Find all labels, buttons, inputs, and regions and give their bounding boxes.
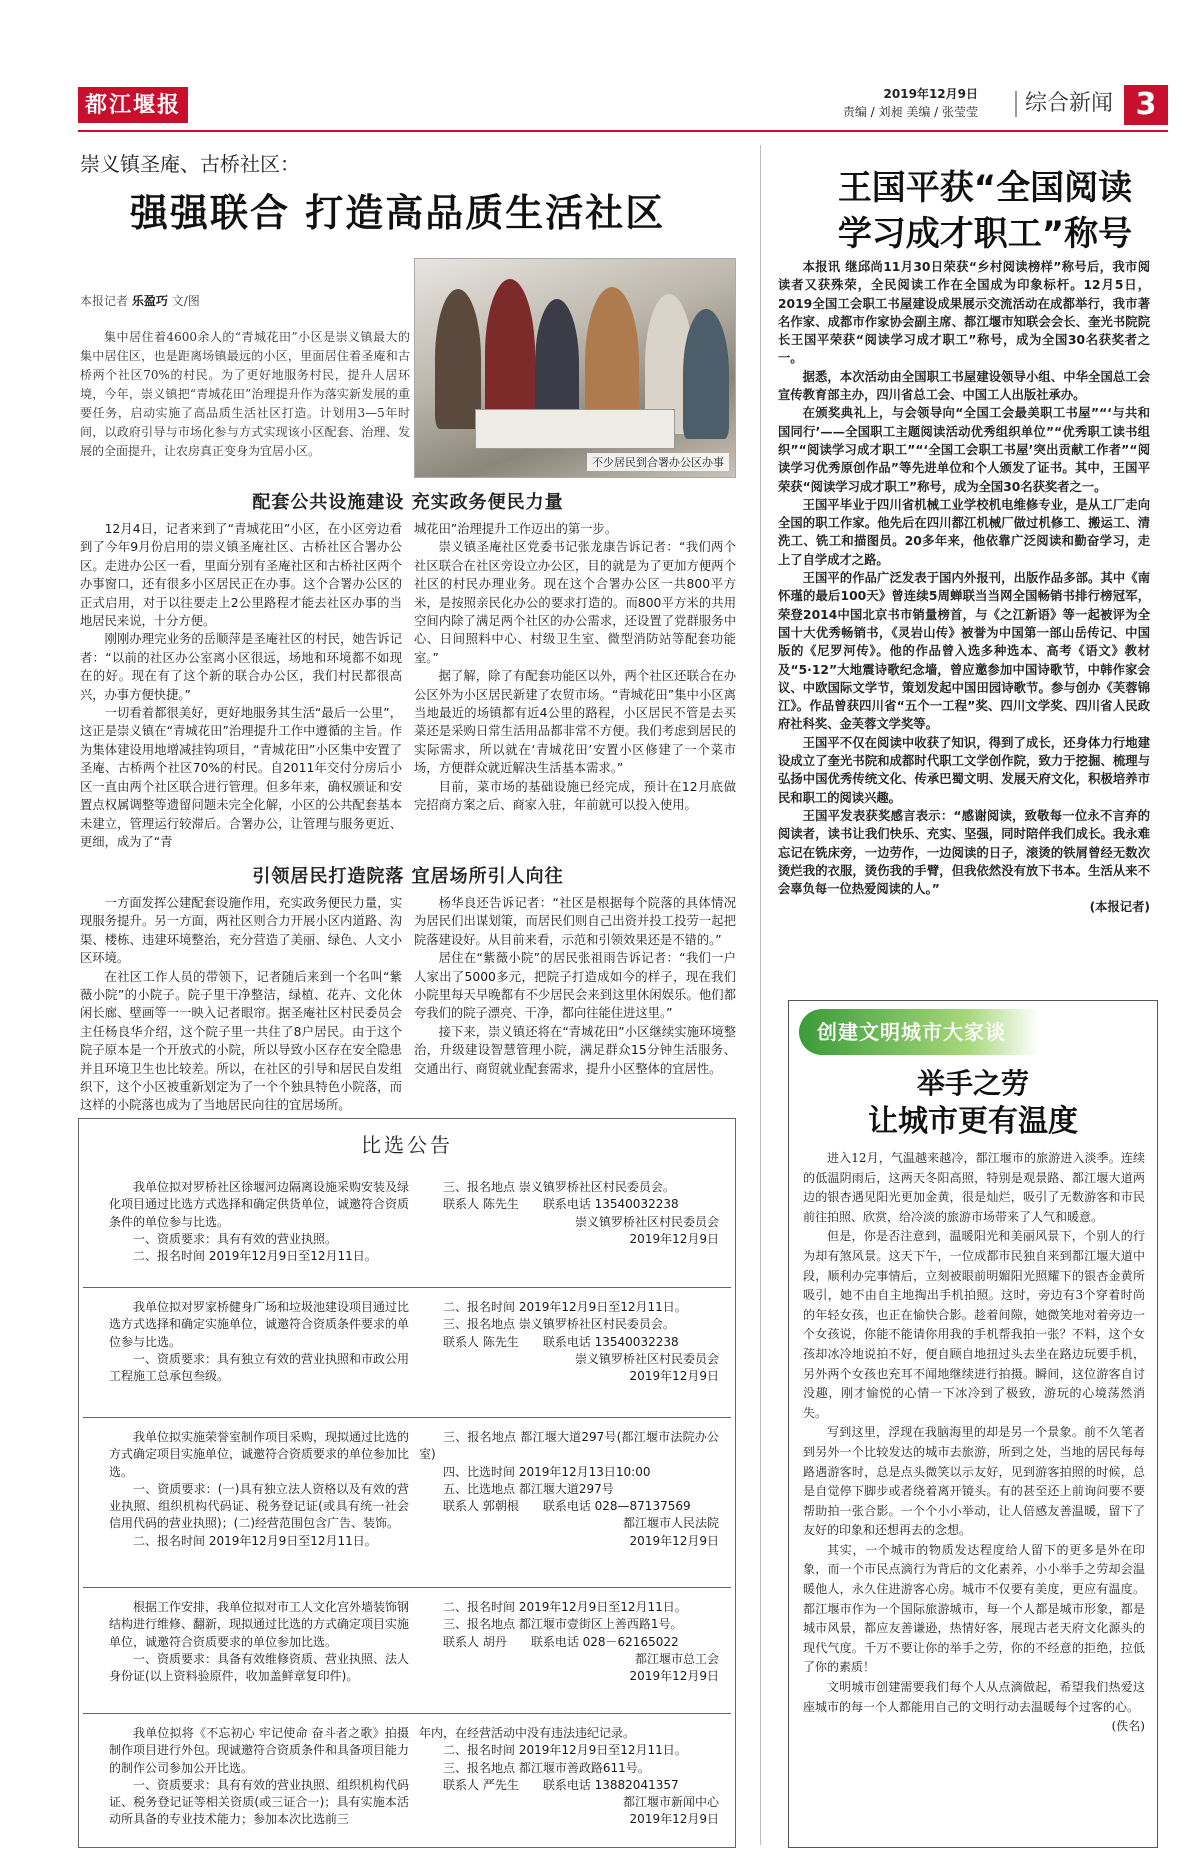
paragraph: 其实，一个城市的物质发达程度给人留下的更多是外在印象，而一个市民点滴行为背后的文化素养，小小举手之劳却会温暖他人，永久住进游客心房。城市不仅要有美度，更应有温度。都江堰市作为一个国际旅游城市，每一个人都是城市形象，都是城市风景，都应友善谦逊，热情好客，展现古老天府文化源头的现代气度。千万不要让你的举手之劳，你的不经意的拒绝，拉低了你的素质！	[803, 1542, 1145, 1675]
notice-issuer: 都江堰市新闻中心	[622, 1795, 719, 1810]
lead-subhead-2: 引领居民打造院落 宜居场所引人向往	[252, 866, 564, 887]
notice-text: 二、报名时间 2019年12月9日至12月11日。	[443, 1600, 687, 1614]
paragraph: 目前，菜市场的基础设施已经完成，预计在12月底做完招商方案之后、商家入驻，年前就可以投入使用。	[414, 779, 736, 813]
notice-text: 我单位拟对罗桥社区徐堰河边隔离设施采购安装及绿化项目通过比选方式选择和确定供货单位，诚邀符合资质条件的单位参与比选。	[109, 1180, 410, 1229]
lead-headline: 强强联合 打造高品质生活社区	[130, 191, 666, 235]
notice-date: 2019年12月9日	[629, 1231, 719, 1246]
paragraph: 王国平的作品广泛发表于国内外报刊，出版作品多部。其中《南怀瑾的最后100天》曾连续5周蝉联当当网全国畅销书排行榜冠军，荣登2014中国北京书市销量榜首，与《之江新语》等一起被评为全国十大优秀畅销书，《灵岩山传》被誉为中国第一部山岳传记、中国版的《尼罗河传》。他的作品曾入选多种选本、高考《语文》教材及“5·12”大地震诗歌纪念墙，曾应邀参加中国诗歌节，中韩作家会议、中欧国际文学节，策划发起中国田园诗歌节。参与创办《芙蓉锦江》。作品曾获四川省“五个一工程”奖、四川文学奖、四川省人民政府社科奖、金芙蓉文学奖等。	[778, 571, 1150, 732]
lead-sec1-col-b	[414, 520, 736, 815]
paragraph: 据了解，除了有配套功能区以外，两个社区还联合在办公区外为小区居民新建了农贸市场。“青城花田”集中小区离当地最近的场镇都有近4公里的路程，小区居民不管是去买菜还是采购日常生活用品都非常不方便。我们考虑到居民的实际需求，所以就在‘青城花田’安置小区修建了一个菜市场，方便群众就近解决生活基本需求。”	[414, 669, 736, 776]
lead-sec1-col-a	[80, 520, 402, 851]
paragraph: 一切看着都很美好，更好地服务其生活“最后一公里”，这正是崇义镇在“青城花田”治理提升工作中遵循的主旨。作为集体建设用地增减挂钩项目，“青城花田”小区集中安置了圣庵、古桥两个社区70%的村民。自2011年交付分房后小区一直由两个社区联合进行管理。但多年来，确权颁证和安置点权属调整等遗留问题未完全化解，小区的公共配套基本未建立，管理运行较滞后。合署办公，让管理与服务更近、更细，成为了“青	[80, 706, 402, 849]
notice-text: 联系人 严先生 联系电话 13882041357	[443, 1777, 679, 1792]
notice-text: 联系人 胡丹 联系电话 028－62165022	[443, 1634, 679, 1649]
notice-text: 三、报名地点 都江堰市善政路611号。	[443, 1760, 650, 1775]
notices-title: 比选公告	[361, 1133, 453, 1157]
notice-text: 联系人 陈先生 联系电话 13540032238	[443, 1334, 679, 1349]
notice-issuer: 崇义镇罗桥社区村民委员会	[574, 1214, 719, 1229]
paragraph: 一方面发挥公建配套设施作用，充实政务便民力量，实现服务提升。另一方面，两社区则合力开展小区内道路、沟渠、楼栋、违建环境整治，充分营造了美丽、绿色、人文小区环境。	[80, 896, 402, 966]
right-headline-line-1: 王国平获“全国阅读	[837, 168, 1133, 208]
notice-text: 我单位拟将《不忘初心 牢记使命 奋斗者之歌》拍摄制作项目进行外包。现诚邀符合资质条件和具备项目能力的制作公司参加公开比选。	[109, 1726, 410, 1775]
section-name: 综合新闻	[1015, 91, 1113, 117]
notice-2-left	[109, 1299, 409, 1385]
byline-suffix: 文/图	[171, 294, 200, 308]
paragraph: 12月4日，记者来到了“青城花田”小区，在小区旁边看到了今年9月份启用的崇义镇圣庵社区、古桥社区合署办公区。走进办公区一看，里面分别有圣庵社区和古桥社区两个办事窗口，还有很多小区居民正在办事。这个合署办公区的正式启用，对于以往要走上2公里路程才能去社区办事的当地居民来说，十分方便。	[80, 522, 402, 629]
paragraph: 据悉，本次活动由全国职工书屋建设领导小组、中华全国总工会宣传教育部主办，四川省总工会、中国工人出版社承办。	[778, 369, 1150, 403]
lead-sec2-col-a	[80, 894, 402, 1115]
right-headline-line-2: 学习成才职工”称号	[837, 214, 1133, 254]
lead-kicker: 崇义镇圣庵、古桥社区：	[80, 152, 300, 176]
notice-text: 二、报名时间 2019年12月9日至12月11日。	[443, 1743, 687, 1758]
paragraph: 进入12月，气温越来越冷，都江堰市的旅游进入淡季。连续的低温阴雨后，这两天冬阳高照，特别是观景路、都江堰大道两边的银杏遇见阳光更加金黄，很是灿烂，吸引了无数游客和市民前往拍照、欣赏，给冷淡的旅游市场带来了人气和暖意。	[803, 1151, 1145, 1224]
notice-3-left	[109, 1429, 409, 1550]
notice-text: 一、资质要求：具有有效的营业执照、组织机构代码证、税务登记证等相关资质(或三证合一)；具有实施本活动所具备的专业技术能力；参加本次比选前三	[109, 1777, 410, 1827]
notice-2-right	[419, 1299, 719, 1385]
notice-text: 一、资质要求：具备有效维修资质、营业执照、法人身份证(以上资料验原件，收加盖鲜章复印件)。	[109, 1651, 410, 1684]
right-headline	[790, 165, 1180, 257]
paragraph: 但是，你是否注意到，温暖阳光和美丽风景下，个别人的行为却有煞风景。这天下午，一位成都市民独自来到都江堰大道中段，顺利办完事情后，立刻被眼前明媚阳光照耀下的银杏金黄所吸引，她不由自主地掏出手机拍照。这时，旁边有3个穿着时尚的年轻女孩，也正在愉快合影。趁着间隙，她微笑地对着旁边一个女孩说，你能不能请你用我的手机帮我拍一张？不料，这个女孩却冰冷地说拍不好，便自顾自地扭过头去坐在路边玩要手机，另外两个女孩也充耳不闻地继续进行拍摄。瞬间，这位游客自讨没趣，刚才愉悦的心情一下冰冷到了极致，游玩的心境荡然消失。	[803, 1229, 1145, 1420]
paragraph: 本报讯 继邱尚11月30日荣获“乡村阅读榜样”称号后，我市阅读者又获殊荣，全民阅读工作在全国成为印象标杆。12月5日，2019全国工会职工书屋建设成果展示交流活动在成都举行，我市著名作家、成都市作家协会副主席、都江堰市知联会会长、奎光书院院长王国平荣获“阅读学习成才职工”称号，成为全国30名获奖者之一。	[778, 260, 1150, 366]
notice-date: 2019年12月9日	[629, 1533, 719, 1548]
notice-text: 二、报名时间 2019年12月9日至12月11日。	[133, 1249, 377, 1264]
notice-1-right	[419, 1179, 719, 1248]
story-signature: (本报记者)	[1089, 900, 1150, 915]
notice-4-right	[419, 1599, 719, 1685]
lead-subhead-1: 配套公共设施建设 充实政务便民力量	[252, 492, 564, 513]
lead-intro: 集中居住着4600余人的“青城花田”小区是崇义镇最大的集中居住区，也是距离场镇最远的小区，里面居住着圣庵和古桥两个社区70%的村民。为了更好地服务村民，提升人居环境，今年，崇义镇把“青城花田”治理提升作为落实新发展的重要任务，启动实施了高品质生活社区打造。计划用3—5年时间，以政府引导与市场化参与方式实现该小区配套、治理、发展的全面提升，让农房真正变身为宜居小区。	[80, 330, 410, 458]
notice-separator	[83, 1287, 731, 1288]
notice-separator	[83, 1713, 731, 1714]
notice-text: 一、资质要求：(一)具有独立法人资格以及有效的营业执照、组织机构代码证、税务登记证(或具有统一社会信用代码的营业执照)；(二)经营范围包含广告、装饰。	[109, 1481, 409, 1531]
notice-4-left	[109, 1599, 409, 1685]
masthead	[78, 85, 1168, 129]
civility-signature: (佚名)	[1111, 1719, 1145, 1734]
paragraph: 接下来，崇义镇还将在“青城花田”小区继续实施环境整治，升级建设智慧管理小院，满足群众15分钟生活服务、交通出行、商贸就业配套需求，提升小区整体的宜居性。	[414, 1024, 736, 1076]
issue-meta	[843, 85, 978, 121]
paragraph: 居住在“紫薇小院”的居民张祖雨告诉记者：“我们一户人家出了5000多元，把院子打造成如今的样子，现在我们小院里每天早晚都有不少居民会来到这里休闲娱乐。他们都夸我们的院子漂亮、干净，都向往能住进这里。”	[414, 951, 736, 1021]
notice-text: 四、比选时间 2019年12月13日10:00	[443, 1464, 651, 1479]
notice-text: 一、资质要求：具有有效的营业执照。	[133, 1231, 338, 1246]
notice-date: 2019年12月9日	[629, 1812, 719, 1827]
notice-date: 2019年12月9日	[629, 1669, 719, 1684]
photo-caption: 不少居民到合署办公区办事	[587, 453, 729, 471]
notice-text: 年内，在经营活动中没有违法违纪记录。	[419, 1726, 636, 1740]
paragraph: 城花田”治理提升工作迈出的第一步。	[414, 522, 618, 536]
paragraph: 在社区工作人员的带领下，记者随后来到一个名叫“紫薇小院”的小院子。院子里干净整洁，绿植、花卉、文化休闲长廊、壁画等一一映入记者眼帘。据圣庵社区村民委员会主任杨良华介绍，这个院子里一共住了8户居民。由于这个院子原本是一个开放式的小院，所以导致小区存在安全隐患并且环境卫生也比较差。所以，在社区的引导和居民自发组织下，这个小区被重新划定为了一个个独具特色小院落，而这样的小院落也成为了当地居民向往的宜居场所。	[80, 969, 402, 1113]
notice-text: 三、报名地点 崇义镇罗桥社区村民委员会。	[443, 1180, 675, 1194]
tender-notices	[78, 1118, 736, 1848]
notice-3-right	[419, 1429, 719, 1550]
notice-date: 2019年12月9日	[629, 1369, 719, 1384]
paragraph: 崇义镇圣庵社区党委书记张龙康告诉记者：“我们两个社区联合在社区旁设立办公区，目的就是为了更加方便两个社区的村民办理业务。现在这个合署办公区一共800平方米，是按照亲民化办公的要求打造的。而800平方米的共用空间内除了满足两个社区的办公需求，还设置了党群服务中心、日间照料中心、村级卫生室、微型消防站等配套功能室。”	[414, 540, 736, 665]
notice-text: 三、报名地点 都江堰市壹街区上善西路1号。	[443, 1617, 683, 1632]
notice-issuer: 崇义镇罗桥社区村民委员会	[574, 1351, 719, 1366]
paragraph: 王国平不仅在阅读中收获了知识，得到了成长，还身体力行地建设成立了奎光书院和成都时代职工文学创作院，致力于挖掘、梳理与弘扬中国优秀传统文化、传承巴蜀文明、发展天府文化，积极培养市民和职工的阅读兴趣。	[778, 735, 1150, 805]
civility-body	[803, 1149, 1145, 1737]
notice-1-left	[109, 1179, 409, 1265]
byline-name: 乐盈巧	[131, 294, 168, 308]
notice-text: 联系人 郭朝根 联系电话 028—87137569	[443, 1499, 691, 1514]
notice-text: 三、报名地点 崇义镇罗桥社区村民委员会。	[443, 1317, 675, 1332]
notice-text: 三、报名地点 都江堰大道297号(都江堰市法院办公室)	[419, 1430, 719, 1462]
page-number: 3	[1124, 85, 1168, 125]
paper-logo: 都江堰报	[78, 87, 188, 123]
lead-sec2-col-b	[414, 894, 736, 1078]
lead-photo	[414, 258, 736, 478]
civility-title-1: 举手之劳	[916, 1067, 1029, 1100]
column-divider	[760, 145, 761, 1845]
paragraph: 刚刚办理完业务的岳顺萍是圣庵社区的村民，她告诉记者：“以前的社区办公室离小区很远，场地和环境都不如现在的好。现在有了这个新的联合办公区，我们村民都很高兴，办事方便快捷。”	[80, 632, 402, 702]
notice-text: 二、报名时间 2019年12月9日至12月11日。	[443, 1300, 687, 1314]
notice-text: 我单位拟实施荣誉室制作项目采购，现拟通过比选的方式确定项目实施单位，诚邀符合资质要求的单位参加比选。	[109, 1430, 410, 1479]
notice-separator	[83, 1417, 731, 1418]
notice-text: 联系人 陈先生 联系电话 13540032238	[443, 1197, 679, 1212]
notice-text: 根据工作安排，我单位拟对市工人文化宫外墙装饰钢结构进行维修、翻新，现拟通过比选的方式确定项目实施单位，诚邀符合资质要求的单位参加比选。	[109, 1600, 410, 1649]
right-story-body	[778, 258, 1150, 917]
civility-banner: 创建文明城市大家谈	[799, 1009, 1039, 1055]
editors-credit: 责编 / 刘昶 美编 / 张莹莹	[842, 105, 978, 119]
notice-issuer: 都江堰市总工会	[634, 1651, 719, 1666]
notice-5-right	[419, 1725, 719, 1829]
issue-date: 2019年12月9日	[883, 87, 978, 101]
paragraph: 写到这里，浮现在我脑海里的却是另一个景象。前不久笔者到另外一个比较发达的城市去旅游，所到之处，当地的居民每每路遇游客时，总是点头微笑以示友好，见到游客拍照的时候，总是自觉停下脚步或者绕着离开镜头。有的甚至还上前询问要不要帮助拍一张合影。一个个小小举动，让人倍感友善温暖，留下了友好的印象和还想再去的念想。	[803, 1425, 1145, 1538]
notice-text: 我单位拟对罗家桥健身广场和垃圾池建设项目通过比选方式选择和确定实施单位，诚邀符合资质条件要求的单位参与比选。	[109, 1300, 410, 1349]
notice-text: 五、比选地点 都江堰大道297号	[443, 1481, 614, 1496]
paragraph: 王国平毕业于四川省机械工业学校机电维修专业，是从工厂走向全国的职工作家。他先后在四川都江机械厂做过机修工、搬运工、清洗工、铣工和描图员。20多年来，他依靠广泛阅读和勤奋学习，走上了自学成才之路。	[778, 497, 1150, 567]
byline-prefix: 本报记者	[80, 294, 129, 308]
paragraph: 文明城市创建需要我们每个人从点滴做起，希望我们热爱这座城市的每一个人都能用自己的文明行动去温暖每个过客的心。	[803, 1680, 1145, 1714]
notice-5-left	[109, 1725, 409, 1829]
paragraph: 在颁奖典礼上，与会领导向“全国工会最美职工书屋”“‘与共和国同行’——全国职工主题阅读活动优秀组织单位”“优秀职工读书组织”“阅读学习成才职工”“‘全国工会职工书屋’突出贡献工作者”“阅读学习优秀原创作品”等先进单位和个人颁发了证书。其中，王国平荣获“阅读学习成才职工”称号，成为全国30名获奖者之一。	[778, 406, 1150, 494]
lead-byline	[80, 292, 200, 309]
notice-issuer: 都江堰市人民法院	[622, 1516, 719, 1531]
notice-text: 一、资质要求：具有独立有效的营业执照和市政公用工程施工总承包叁级。	[109, 1351, 410, 1384]
notice-separator	[83, 1587, 731, 1588]
paragraph: 王国平发表获奖感言表示：“感谢阅读，致敬每一位永不言弃的阅读者，读书让我们快乐、充实、坚强，同时陪伴我们成长。我永难忘记在铣床旁，一边劳作，一边阅读的日子，滚烫的铁屑曾经无数次烫烂我的衣服，烫伤我的手臂，但我依然没有放下书本。生活从来不会辜负每一位热爱阅读的人。”	[778, 808, 1150, 897]
notice-text: 二、报名时间 2019年12月9日至12月11日。	[133, 1533, 377, 1548]
paragraph: 杨华良还告诉记者：“社区是根据每个院落的具体情况为居民们出谋划策，而居民们则自己出资并投工投劳一起把院落建设好。从目前来看，示范和引领效果还是不错的。”	[414, 896, 736, 947]
civility-title-2: 让城市更有温度	[868, 1104, 1078, 1139]
masthead-rule	[78, 130, 1168, 132]
civility-column	[788, 1000, 1158, 1848]
